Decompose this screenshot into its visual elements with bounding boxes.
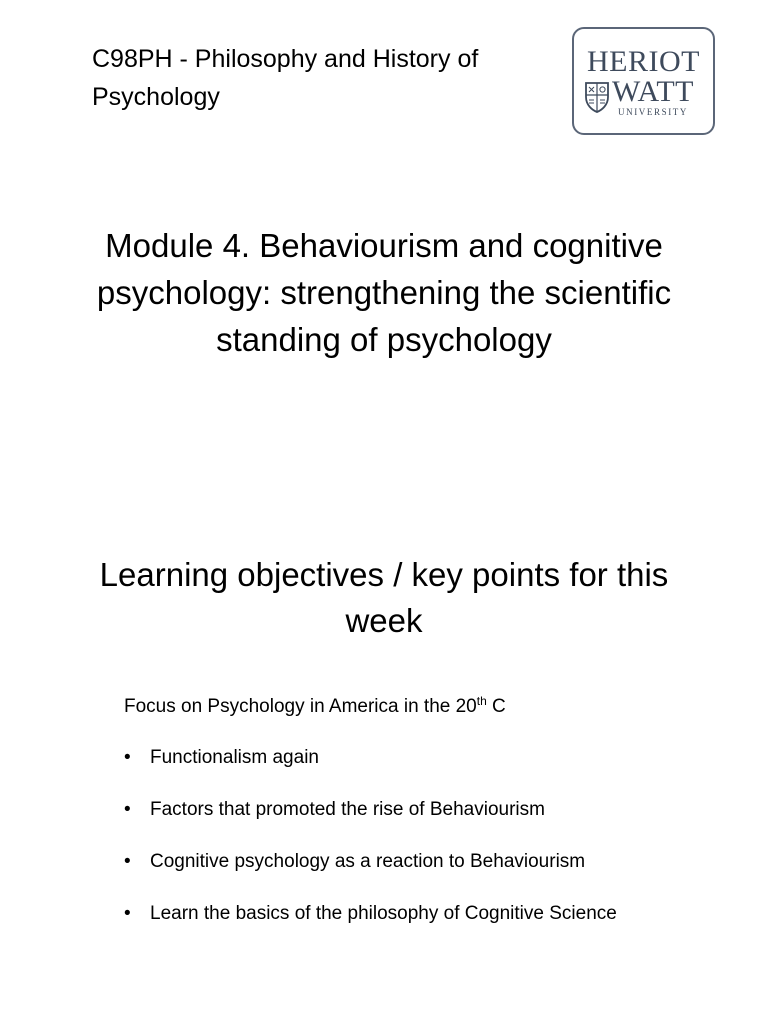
module-title: Module 4. Behaviourism and cognitive psychology: strengthening the scientific standing of psychology [96, 227, 672, 358]
focus-suffix: C [486, 696, 506, 717]
list-item-text: Cognitive psychology as a reaction to Behaviourism [150, 851, 586, 872]
list-item-text: Factors that promoted the rise of Behaviourism [150, 799, 545, 820]
focus-superscript: th [476, 694, 487, 708]
bullet-icon: • [124, 851, 131, 872]
focus-text: Focus on Psychology in America in the 20 [124, 696, 477, 717]
logo-line-university: UNIVERSITY [618, 107, 688, 117]
objectives-heading: Learning objectives / key points for this week [99, 556, 669, 639]
list-item [124, 848, 664, 876]
bullet-icon: • [124, 747, 131, 768]
list-item [124, 900, 664, 928]
bullet-icon: • [124, 903, 131, 924]
list-item-text: Functionalism again [150, 747, 319, 768]
focus-statement [124, 694, 506, 720]
university-crest-icon [584, 81, 610, 113]
list-item [124, 744, 664, 772]
list-item [124, 796, 664, 824]
university-logo [572, 27, 715, 135]
bullet-icon: • [124, 799, 131, 820]
objectives-list [124, 744, 664, 952]
logo-line-watt: WATT [612, 75, 694, 108]
logo-line-heriot: HERIOT [587, 45, 700, 78]
course-title: C98PH - Philosophy and History of Psychology [92, 45, 479, 111]
list-item-text: Learn the basics of the philosophy of Cognitive Science [150, 903, 617, 924]
